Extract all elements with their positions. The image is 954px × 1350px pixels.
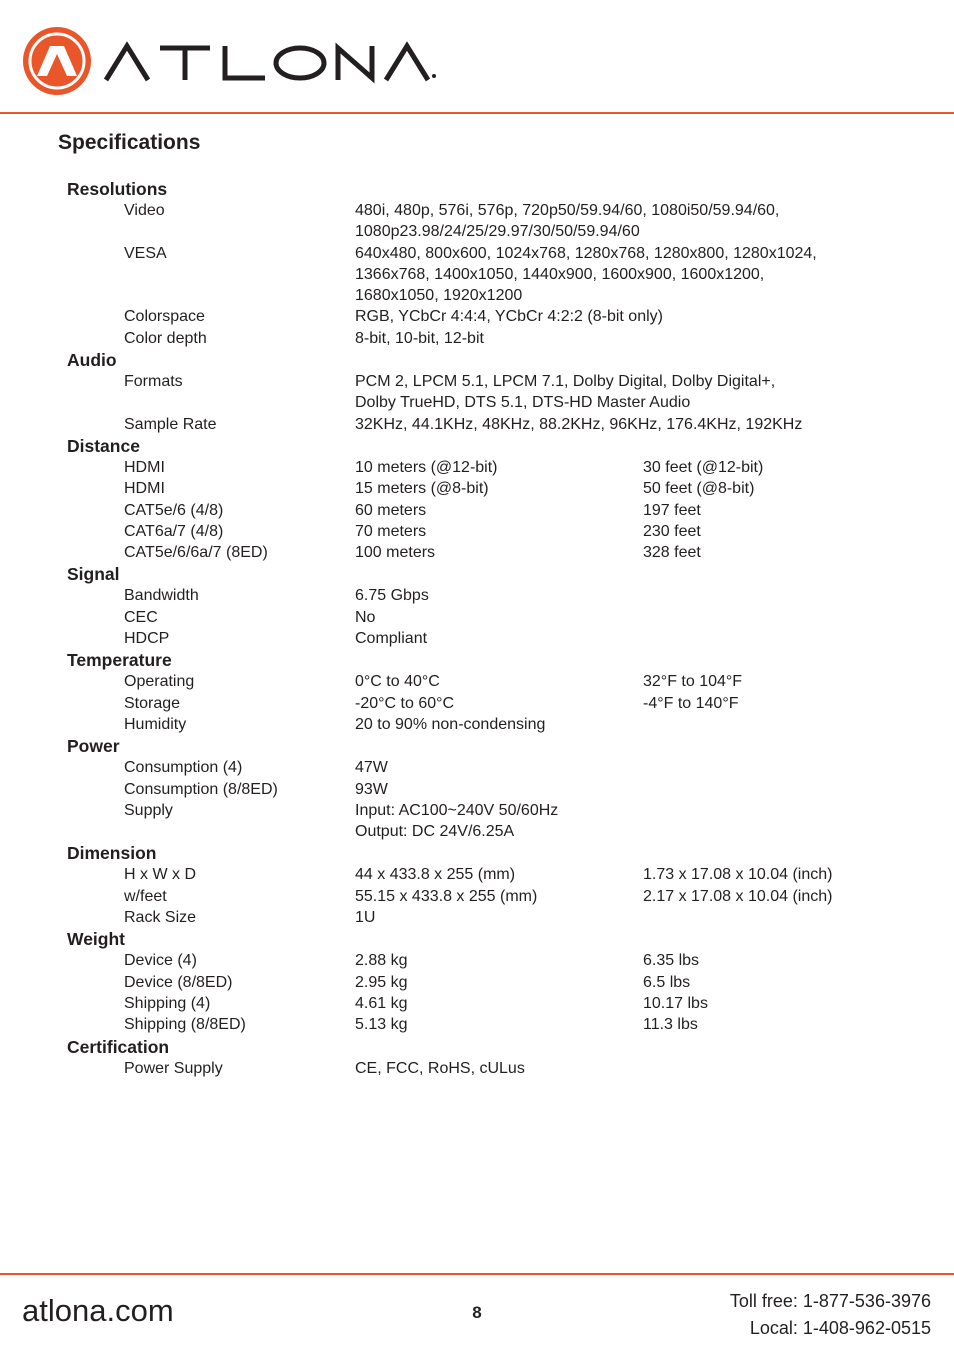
spec-row [67,864,927,885]
spec-section [67,928,927,1035]
spec-row [67,414,927,435]
spec-label: H x W x D [124,866,196,884]
spec-value: 1U [355,909,376,927]
spec-value: 32KHz, 44.1KHz, 48KHz, 88.2KHz, 96KHz, 176.4KHz, 192KHz [355,415,803,433]
spec-row [67,1058,927,1079]
spec-label: Device (8/8ED) [124,973,233,991]
spec-value: No [355,608,376,626]
spec-value-imperial: 10.17 lbs [643,994,708,1012]
spec-value: PCM 2, LPCM 5.1, LPCM 7.1, Dolby Digital, Dolby Digital+, [355,373,776,391]
spec-value: 5.13 kg [355,1016,408,1034]
spec-value: 55.15 x 433.8 x 255 (mm) [355,887,538,905]
spec-row [67,972,927,993]
spec-value: 93W [355,780,388,798]
spec-value: 15 meters (@8-bit) [355,480,489,498]
spec-value: 640x480, 800x600, 1024x768, 1280x768, 1280x800, 1280x1024, [355,244,817,262]
spec-label: HDMI [124,458,165,476]
spec-section [67,735,927,842]
spec-label: Rack Size [124,909,197,927]
spec-label: Consumption (4) [124,759,243,777]
spec-value: 1080p23.98/24/25/29.97/30/50/59.94/60 [355,223,640,241]
spec-row [67,757,927,778]
section-heading: Certification [67,1036,170,1057]
spec-label: Consumption (8/8ED) [124,780,278,798]
spec-row [67,886,927,907]
spec-row [67,714,927,735]
page-number: 8 [472,1303,482,1322]
spec-label: Shipping (8/8ED) [124,1016,246,1034]
spec-row [67,328,927,349]
spec-value: 8-bit, 10-bit, 12-bit [355,329,484,347]
section-heading: Dimension [67,843,157,864]
section-heading: Power [67,736,120,757]
spec-value: 10 meters (@12-bit) [355,458,498,476]
spec-row [67,693,927,714]
spec-value-imperial: 32°F to 104°F [643,673,743,691]
spec-value: CE, FCC, RoHS, cULus [355,1059,525,1077]
spec-row [67,478,927,499]
spec-label: Supply [124,801,173,819]
spec-value: 44 x 433.8 x 255 (mm) [355,866,516,884]
local-phone: Local: 1-408-962-0515 [749,1318,931,1338]
footer-url[interactable]: atlona.com [22,1293,174,1328]
spec-value: 100 meters [355,544,436,562]
spec-row [67,1014,927,1035]
spec-value: 1680x1050, 1920x1200 [355,287,523,305]
spec-value-imperial: 197 feet [643,501,701,519]
section-heading: Audio [67,350,117,371]
spec-section [67,649,927,735]
spec-label: CAT6a/7 (4/8) [124,522,224,540]
page-title: Specifications [58,131,201,154]
spec-row [67,821,927,842]
spec-label: Bandwidth [124,587,199,605]
spec-label: Device (4) [124,952,197,970]
spec-value: 480i, 480p, 576i, 576p, 720p50/59.94/60, 1080i50/59.94/60, [355,202,780,219]
spec-row [67,264,927,285]
spec-value: 2.95 kg [355,973,408,991]
footer-divider [0,1273,954,1275]
spec-value-imperial: 6.5 lbs [643,973,691,991]
spec-label: HDCP [124,630,170,648]
spec-value-imperial: 30 feet (@12-bit) [643,458,764,476]
spec-label: Formats [124,373,183,391]
spec-value: 0°C to 40°C [355,673,440,691]
spec-label: Humidity [124,715,187,733]
spec-label: HDMI [124,480,165,498]
spec-value-imperial: -4°F to 140°F [643,694,739,712]
spec-row [67,392,927,413]
spec-value: 1366x768, 1400x1050, 1440x900, 1600x900, 1600x1200, [355,265,765,283]
spec-label: w/feet [124,887,167,905]
spec-section [67,435,927,563]
spec-label: Color depth [124,329,207,347]
spec-value: 20 to 90% non-condensing [355,715,546,733]
spec-row [67,628,927,649]
section-heading: Signal [67,564,120,585]
spec-value-imperial: 50 feet (@8-bit) [643,480,755,498]
spec-label: Storage [124,694,181,712]
spec-row [67,779,927,800]
spec-row [67,607,927,628]
spec-value-imperial: 2.17 x 17.08 x 10.04 (inch) [643,887,833,905]
section-heading: Weight [67,929,126,950]
header-divider [0,112,954,114]
spec-value: Output: DC 24V/6.25A [355,823,515,841]
spec-label: Video [124,202,165,219]
spec-value: 70 meters [355,522,427,540]
spec-row [67,907,927,928]
spec-section [67,178,927,349]
page-header [0,0,954,112]
spec-value: 60 meters [355,501,427,519]
spec-value: Compliant [355,630,428,648]
spec-row [67,200,927,221]
spec-row [67,221,927,242]
section-heading: Temperature [67,650,172,671]
spec-value-imperial: 230 feet [643,522,701,540]
spec-row [67,585,927,606]
spec-value: 2.88 kg [355,952,408,970]
spec-value: 6.75 Gbps [355,587,429,605]
spec-section [67,349,927,435]
spec-value-imperial: 328 feet [643,544,701,562]
spec-value: Dolby TrueHD, DTS 5.1, DTS-HD Master Audio [355,394,691,412]
spec-row [67,457,927,478]
spec-row [67,993,927,1014]
spec-row [67,950,927,971]
spec-value: Input: AC100~240V 50/60Hz [355,801,559,819]
contact-info [730,1288,931,1342]
spec-value: RGB, YCbCr 4:4:4, YCbCr 4:2:2 (8-bit only) [355,308,663,326]
spec-label: VESA [124,244,167,262]
spec-value-imperial: 11.3 lbs [643,1016,698,1034]
spec-label: Operating [124,673,195,691]
spec-row [67,800,927,821]
spec-section [67,1036,927,1079]
spec-value-imperial: 6.35 lbs [643,952,700,970]
section-heading: Distance [67,435,140,456]
spec-row [67,521,927,542]
spec-label: Shipping (4) [124,994,211,1012]
spec-label: CEC [124,608,158,626]
spec-label: Power Supply [124,1059,223,1077]
spec-row [67,243,927,264]
spec-value-imperial: 1.73 x 17.08 x 10.04 (inch) [643,866,833,884]
spec-section [67,563,927,649]
spec-value: 47W [355,759,388,777]
spec-row [67,500,927,521]
specifications-table [67,178,927,1079]
spec-label: CAT5e/6 (4/8) [124,501,224,519]
spec-value: -20°C to 60°C [355,694,455,712]
atlona-logo [20,24,440,98]
spec-row [67,306,927,327]
spec-row [67,285,927,306]
spec-row [67,371,927,392]
spec-label: CAT5e/6/6a/7 (8ED) [124,544,268,562]
spec-label: Sample Rate [124,415,217,433]
spec-row [67,542,927,563]
spec-value: 4.61 kg [355,994,408,1012]
toll-free-phone: Toll free: 1-877-536-3976 [729,1291,931,1311]
spec-row [67,671,927,692]
spec-label: Colorspace [124,308,205,326]
section-heading: Resolutions [67,179,168,199]
spec-section [67,842,927,928]
